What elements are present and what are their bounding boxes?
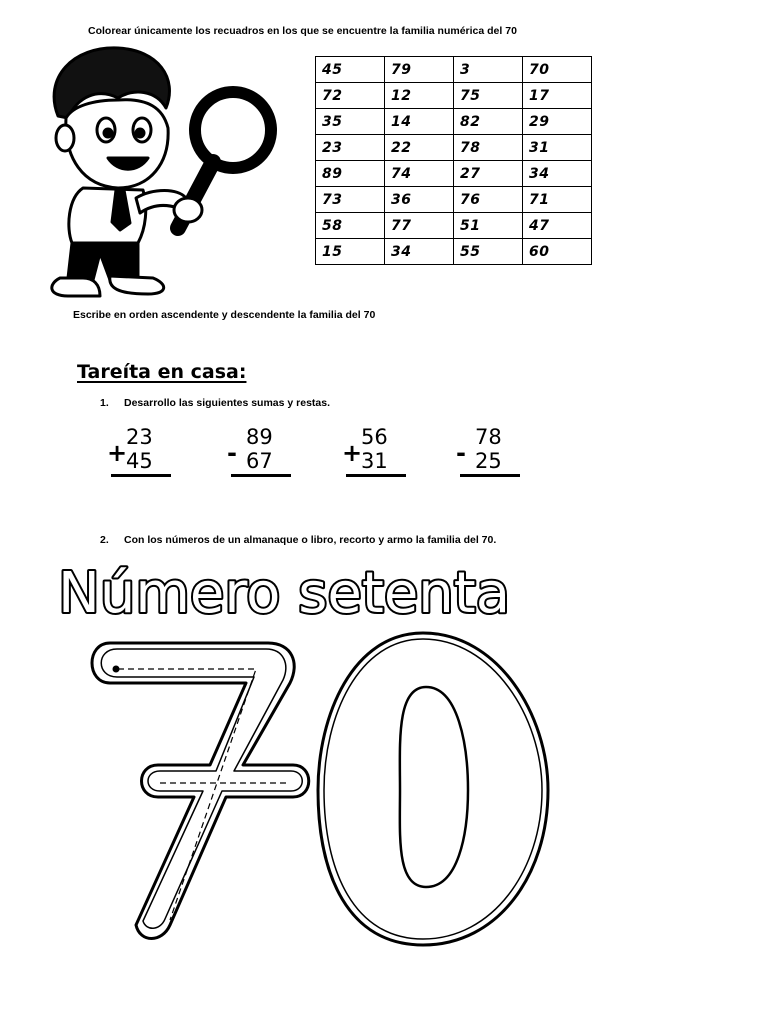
- task-2: [100, 534, 496, 546]
- grid-cell[interactable]: 22: [385, 135, 454, 161]
- grid-cell[interactable]: 73: [316, 187, 385, 213]
- operand-bottom: 25: [475, 449, 502, 473]
- task-1: [100, 397, 330, 409]
- grid-cell[interactable]: 34: [523, 161, 592, 187]
- operand-top: 89: [246, 425, 273, 449]
- grid-cell[interactable]: 23: [316, 135, 385, 161]
- grid-row: [316, 57, 592, 83]
- grid-row: [316, 213, 592, 239]
- homework-title: Tareíta en casa:: [77, 361, 247, 383]
- grid-row: [316, 83, 592, 109]
- operator-sign: -: [227, 439, 237, 467]
- grid-cell[interactable]: 72: [316, 83, 385, 109]
- operation: [342, 424, 422, 484]
- grid-cell[interactable]: 3: [454, 57, 523, 83]
- grid-cell[interactable]: 55: [454, 239, 523, 265]
- grid-row: [316, 239, 592, 265]
- zero-hole: [400, 687, 468, 887]
- operand-bottom: 31: [361, 449, 388, 473]
- grid-cell[interactable]: 77: [385, 213, 454, 239]
- grid-cell[interactable]: 71: [523, 187, 592, 213]
- grid-cell[interactable]: 76: [454, 187, 523, 213]
- heading-numero-setenta: [40, 555, 640, 625]
- grid-cell[interactable]: 31: [523, 135, 592, 161]
- grid-row: [316, 187, 592, 213]
- grid-cell[interactable]: 36: [385, 187, 454, 213]
- grid-cell[interactable]: 34: [385, 239, 454, 265]
- grid-cell[interactable]: 70: [523, 57, 592, 83]
- grid-cell[interactable]: 14: [385, 109, 454, 135]
- operand-bottom: 45: [126, 449, 153, 473]
- number-grid: [315, 56, 592, 265]
- grid-cell[interactable]: 82: [454, 109, 523, 135]
- operation: [107, 424, 187, 484]
- grid-cell[interactable]: 78: [454, 135, 523, 161]
- instruction-color-cells: Colorear únicamente los recuadros en los que se encuentre la familia numérica del 70: [88, 25, 517, 37]
- grid-cell[interactable]: 75: [454, 83, 523, 109]
- operator-sign: +: [342, 439, 363, 467]
- grid-row: [316, 135, 592, 161]
- big-number-70: [78, 625, 558, 955]
- answer-line: [111, 474, 171, 477]
- grid-cell[interactable]: 45: [316, 57, 385, 83]
- grid-cell[interactable]: 60: [523, 239, 592, 265]
- operand-top: 78: [475, 425, 502, 449]
- instruction-order: Escribe en orden ascendente y descendente la familia del 70: [73, 309, 376, 321]
- grid-cell[interactable]: 51: [454, 213, 523, 239]
- grid-cell[interactable]: 17: [523, 83, 592, 109]
- grid-cell[interactable]: 27: [454, 161, 523, 187]
- operand-bottom: 67: [246, 449, 273, 473]
- task-1-text: Desarrollo las siguientes sumas y restas.: [124, 397, 331, 409]
- grid-cell[interactable]: 15: [316, 239, 385, 265]
- grid-cell[interactable]: 89: [316, 161, 385, 187]
- operand-top: 23: [126, 425, 153, 449]
- grid-row: [316, 109, 592, 135]
- operand-top: 56: [361, 425, 388, 449]
- operation: [227, 424, 307, 484]
- grid-cell[interactable]: 35: [316, 109, 385, 135]
- grid-cell[interactable]: 79: [385, 57, 454, 83]
- grid-row: [316, 161, 592, 187]
- grid-cell[interactable]: 47: [523, 213, 592, 239]
- operator-sign: +: [107, 439, 128, 467]
- grid-cell[interactable]: 58: [316, 213, 385, 239]
- task-2-number: 2.: [100, 534, 109, 546]
- operation: [456, 424, 536, 484]
- answer-line: [460, 474, 520, 477]
- operator-sign: -: [456, 439, 466, 467]
- answer-line: [231, 474, 291, 477]
- task-1-number: 1.: [100, 397, 109, 409]
- boy-magnifier-illustration: [38, 38, 288, 303]
- heading-text: Número setenta: [58, 561, 511, 625]
- task-2-text: Con los números de un almanaque o libro, recorto y armo la familia del 70.: [124, 534, 497, 546]
- grid-cell[interactable]: 12: [385, 83, 454, 109]
- answer-line: [346, 474, 406, 477]
- grid-cell[interactable]: 29: [523, 109, 592, 135]
- grid-cell[interactable]: 74: [385, 161, 454, 187]
